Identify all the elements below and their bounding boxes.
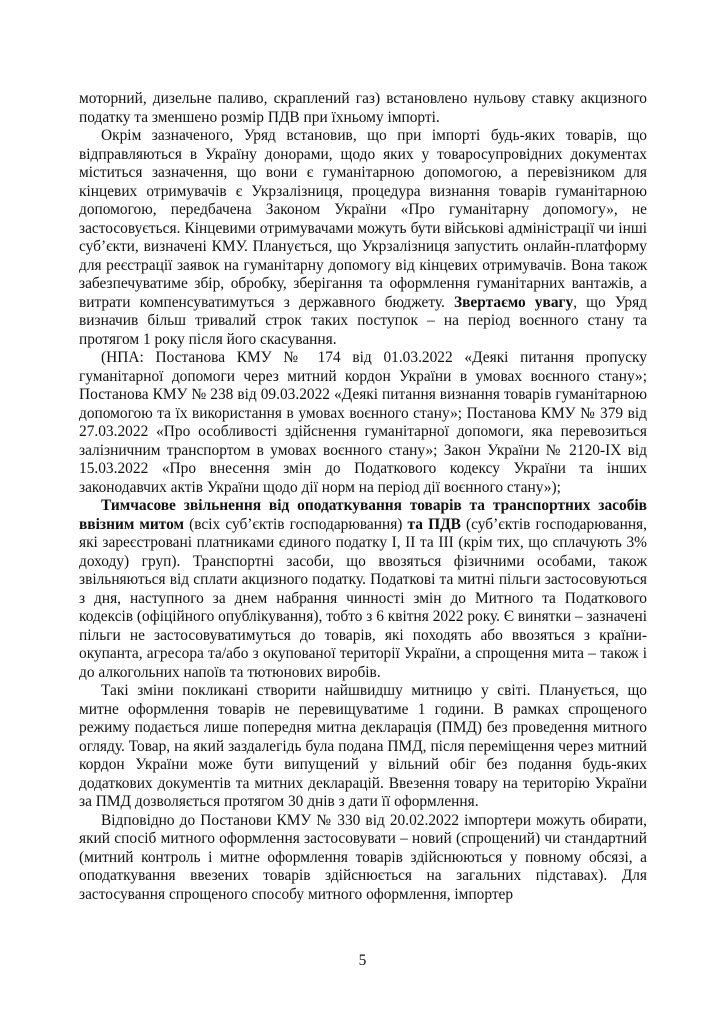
- paragraph-fast-customs: [79, 682, 647, 812]
- heading-exemption: Тимчасове звільнення від оподаткування товарів та транспортних засобів ввізним митом: [79, 497, 647, 533]
- paragraph-resolution-330: [79, 812, 647, 905]
- paragraph-continuation: [79, 90, 647, 127]
- paragraph-legal-references: [79, 349, 647, 497]
- text-run: Окрім зазначеного, Уряд встановив, що при імпорті будь-яких товарів, що відправляються в Україну донорами, щодо яких у товаросупровідних документах міститься зазначення, що вони є гуманітарною допомогою, а перевізником для кінцевих отримувачів є Укрзалізниця, процедура визнання товарів гуманітарною допомогою, передбачена Законом України «Про гуманітарну допомогу», не застосовується. Кінцевими отримувачами можуть бути військові адміністрації чи інші суб’єкти, визначені КМУ. Планується, що Укрзалізниця запустить онлайн-платформу для реєстрації заявок на гуманітарну допомогу від кінцевих отримувачів. Вона також забезпечуватиме збір, обробку, зберігання та оформлення гуманітарних вантажів, а витрати компенсуватимуться з державного бюджету.: [79, 127, 647, 311]
- text-run: Такі зміни покликані створити найшвидшу митницю у світі. Планується, що митне оформлення товарів не перевищуватиме 1 години. В рамках спрощеного режиму подається лише попередня митна декларація (ПМД) без проведення митного огляду. Товар, на який заздалегідь була подана ПМД, після переміщення через митний кордон України може бути випущений у вільний обіг без подання будь-яких додаткових документів та митних декларацій. Ввезення товару на територію України за ПМД дозволяється протягом 30 днів з дати її оформлення.: [79, 682, 647, 810]
- text-run: моторний, дизельне паливо, скраплений газ) встановлено нульову ставку акцизного податку та зменшено розмір ПДВ при їхньому імпорті.: [79, 90, 647, 126]
- text-run: (всіх суб’єктів господарювання): [184, 515, 408, 533]
- text-run: Відповідно до Постанови КМУ № 330 від 20.02.2022 імпортери можуть обирати, який спосіб митного оформлення застосовувати – новий (спрощений) чи стандартний (митний контроль і митне оформлення товарів здійснюються у повному обсязі, а оподаткування ввезених товарів здійснюється на загальних підставах). Для застосування спрощеного способу митного оформлення, імпортер: [79, 811, 647, 903]
- heading-vat: та ПДВ: [407, 515, 461, 533]
- text-run: (суб’єктів господарювання, які зареєстровані платниками єдиного податку I, II та III (крім тих, що сплачують 3% доходу) груп). Транспортні засоби, що ввозяться фізичними особами, також звільняються від сплати акцизного податку. Податкові та митні пільги застосовуються з дня, наступного за днем набрання чинності змін до Митного та Податкового кодексів (офіційного опублікування), тобто з 6 квітня 2022 року. Є винятки – зазначені пільги не застосовуватимуться до товарів, які походять або ввозяться з країни-окупанта, агресора та/або з окупованої території України, а спрощення мита – також і до алкогольних напоїв та тютюнових виробів.: [79, 515, 647, 681]
- text-run: (НПА: Постанова КМУ № 174 від 01.03.2022 «Деякі питання пропуску гуманітарної допомоги через митний кордон України в умовах воєнного стану»; Постанова КМУ № 238 від 09.03.2022 «Деякі питання визнання товарів гуманітарною допомогою та їх використання в умовах воєнного стану»; Постанова КМУ № 379 від 27.03.2022 «Про особливості здійснення гуманітарної допомоги, яка перевозиться залізничним транспортом в умовах воєнного стану»; Закон України № 2120-IX від 15.03.2022 «Про внесення змін до Податкового кодексу України та інших законодавчих актів України щодо дії норм на період дії воєнного стану»);: [79, 349, 647, 496]
- paragraph-humanitarian-aid: [79, 127, 647, 349]
- emphasis-attention: Звертаємо увагу: [454, 293, 574, 311]
- body-text: [79, 90, 647, 904]
- page-number: 5: [358, 952, 367, 969]
- paragraph-tax-exemption: [79, 497, 647, 682]
- text-run: , що Уряд визначив більш тривалий строк таких поступок – на період воєнного стану та протягом 1 року після його скасування.: [79, 293, 647, 348]
